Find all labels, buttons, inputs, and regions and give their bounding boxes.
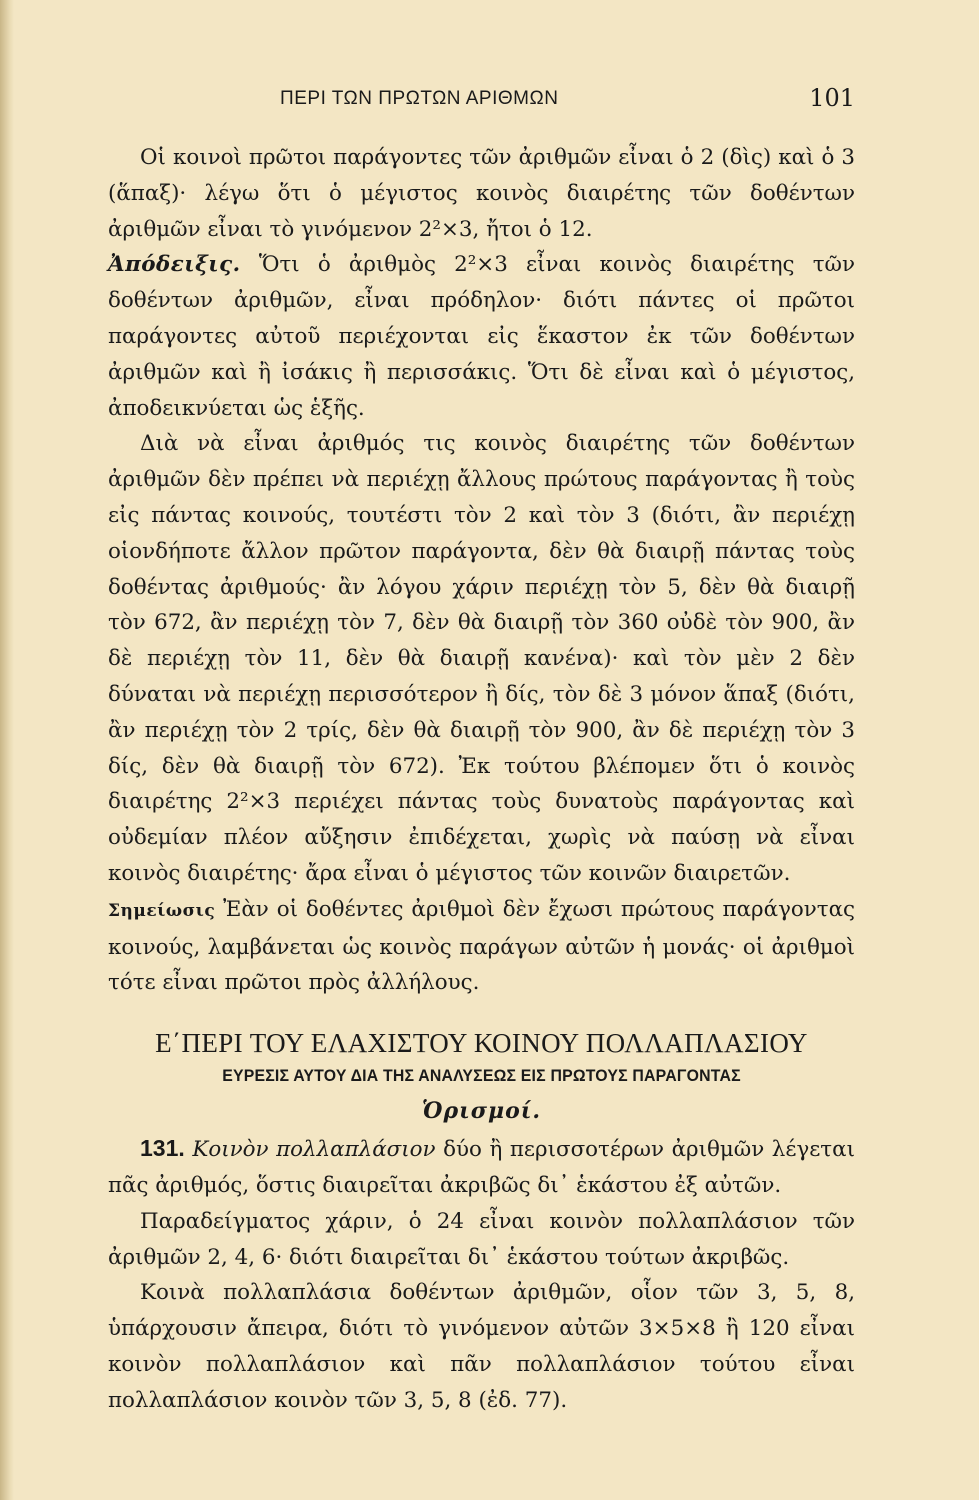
paragraph-note xyxy=(108,892,855,1001)
proof-label: Ἀπόδειξις. xyxy=(108,252,241,278)
page-binding-edge xyxy=(0,0,14,1500)
paragraph-infinite-multiples: Κοινὰ πολλαπλάσια δοθέντων ἀριθμῶν, οἷον τῶν 3, 5, 8, ὑπάρχουσιν ἄπειρα, διότι τὸ γινόμενον αὐτῶν 3×5×8 ἢ 120 εἶναι κοινὸν πολλαπλάσιον καὶ πᾶν πολλαπλάσιον τούτου εἶναι πολλαπλάσιον κοινὸν τῶν 3, 5, 8 (ἐδ. 77). xyxy=(108,1280,855,1413)
page-header xyxy=(110,86,855,120)
section-subtitle: ΕΥΡΕΣΙΣ ΑΥΤΟΥ ΔΙΑ ΤΗΣ ΑΝΑΛΥΣΕΩΣ ΕΙΣ ΠΡΩΤΟΥΣ ΠΑΡΑΓΟΝΤΑΣ xyxy=(222,1067,741,1086)
paragraph-proof xyxy=(108,247,855,426)
paragraph-definition-131 xyxy=(108,1131,855,1204)
note-label: Σημείωσις xyxy=(108,900,216,921)
paragraph-example: Παραδείγματος χάριν, ὁ 24 εἶναι κοινὸν πολλαπλάσιον τῶν ἀριθμῶν 2, 4, 6· διότι διαιρεῖται δι᾽ ἑκάστου τούτων ἀκριβῶς. xyxy=(108,1208,855,1270)
proof-text: Ὅτι ὁ ἀριθμὸς 2²×3 εἶναι κοινὸς διαιρέτης τῶν δοθέντων ἀριθμῶν, εἶναι πρόδηλον· διότι πάντες οἱ πρῶτοι παράγοντες αὐτοῦ περιέχονται εἰς ἕκαστον ἐκ τῶν δοθέντων ἀριθμῶν καὶ ἢ ἰσάκις ἢ περισσάκις. Ὅτι δὲ εἶναι καὶ ὁ μέγιστος, ἀποδεικνύεται ὡς ἑξῆς. xyxy=(108,252,855,421)
running-head: ΠΕΡΙ ΤΩΝ ΠΡΩΤΩΝ ΑΡΙΘΜΩΝ xyxy=(280,88,559,109)
paragraph-common-factors: Οἱ κοινοὶ πρῶτοι παράγοντες τῶν ἀριθμῶν εἶναι ὁ 2 (δὶς) καὶ ὁ 3 (ἅπαξ)· λέγω ὅτι ὁ μέγιστος κοινὸς διαιρέτης τῶν δοθέντων ἀριθμῶν εἶναι τὸ γινόμενον 2²×3, ἤτοι ὁ 12. xyxy=(108,145,855,242)
page-number: 101 xyxy=(809,84,855,112)
paragraph-number: 131. xyxy=(140,1135,185,1162)
definitions-heading: Ὁρισμοί. xyxy=(421,1098,542,1125)
defined-term: Κοινὸν πολλαπλάσιον xyxy=(192,1137,436,1163)
note-text: Ἐὰν οἱ δοθέντες ἀριθμοὶ δὲν ἔχωσι πρώτους παράγοντας κοινούς, λαμβάνεται ὡς κοινὸς παράγων αὐτῶν ἡ μονάς· οἱ ἀριθμοὶ τότε εἶναι πρῶτοι πρὸς ἀλλήλους. xyxy=(108,896,855,996)
section-title: Ε΄ΠΕΡΙ ΤΟΥ ΕΛΑΧΙΣΤΟΥ ΚΟΙΝΟΥ ΠΟΛΛΑΠΛΑΣΙΟΥ xyxy=(155,1028,808,1059)
paragraph-argument: Διὰ νὰ εἶναι ἀριθμός τις κοινὸς διαιρέτης τῶν δοθέντων ἀριθμῶν δὲν πρέπει νὰ περιέχῃ ἄλλους πρώτους παράγοντας ἢ τοὺς εἰς πάντας κοινούς, τουτέστι τὸν 2 καὶ τὸν 3 (διότι, ἂν περιέχῃ οἱονδήποτε ἄλλον πρῶτον παράγοντα, δὲν θὰ διαιρῇ πάντας τοὺς δοθέντας ἀριθμούς· ἂν λόγου χάριν περιέχῃ τὸν 5, δὲν θὰ διαιρῇ τὸν 672, ἂν περιέχῃ τὸν 7, δὲν θὰ διαιρῇ τὸν 360 οὐδὲ τὸν 900, ἂν δὲ περιέχῃ τὸν 11, δὲν θὰ διαιρῇ κανένα)· καὶ τὸν μὲν 2 δὲν δύναται νὰ περιέχῃ περισσότερον ἢ δίς, τὸν δὲ 3 μόνον ἅπαξ (διότι, ἂν περιέχῃ τὸν 2 τρίς, δὲν θὰ διαιρῇ τὸν 900, ἂν δὲ περιέχῃ τὸν 3 δίς, δὲν θὰ διαιρῇ τὸν 672). Ἐκ τούτου βλέπομεν ὅτι ὁ κοινὸς διαιρέτης 2²×3 περιέχει πάντας τοὺς δυνατοὺς παράγοντας καὶ οὐδεμίαν πλέον αὔξησιν ἐπιδέχεται, χωρὶς νὰ παύσῃ νὰ εἶναι κοινὸς διαιρέτης· ἄρα εἶναι ὁ μέγιστος τῶν κοινῶν διαιρετῶν. xyxy=(108,431,855,886)
body-text xyxy=(108,140,855,1419)
definition-text: δύο ἢ περισσοτέρων ἀριθμῶν λέγεται πᾶς ἀριθμός, ὅστις διαιρεῖται ἀκριβῶς δι᾽ ἑκάστου ἐξ αὐτῶν. xyxy=(108,1137,855,1198)
